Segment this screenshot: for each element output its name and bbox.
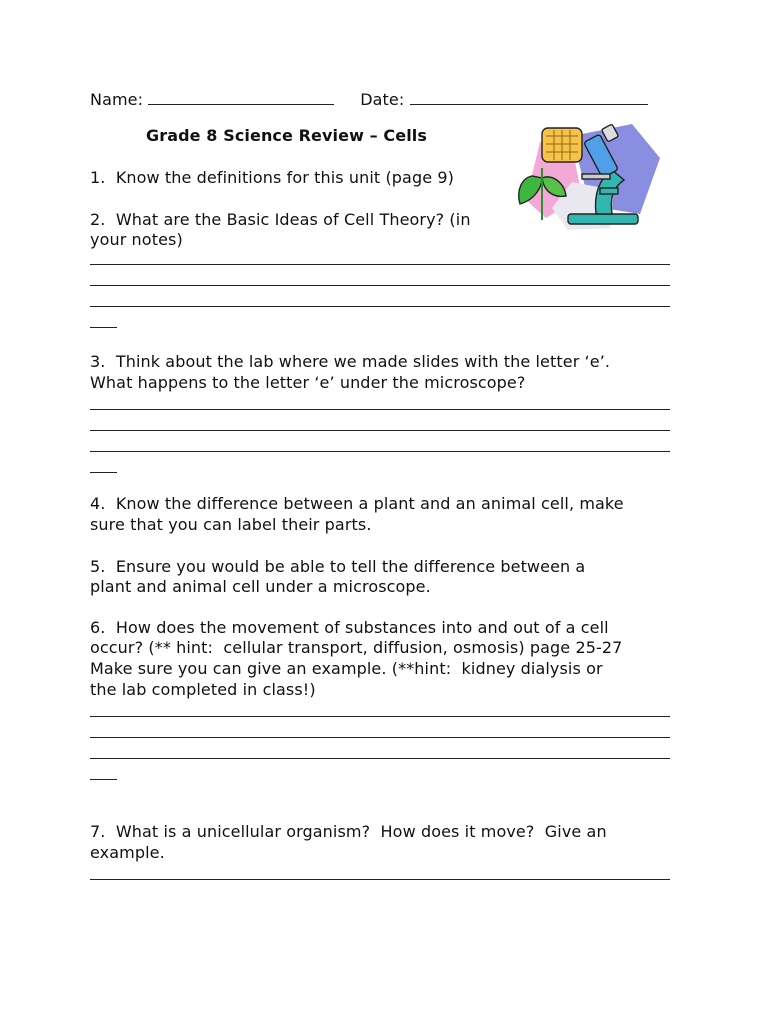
answer-line[interactable] — [90, 472, 117, 473]
question-3-line-2: What happens to the letter ‘e’ under the microscope? — [90, 373, 526, 392]
question-6-line-2: occur? (** hint: cellular transport, diffusion, osmosis) page 25-27 — [90, 638, 623, 657]
name-blank[interactable] — [148, 90, 334, 105]
worksheet-title: Grade 8 Science Review – Cells — [146, 126, 427, 145]
answer-line[interactable] — [90, 716, 670, 717]
header-row — [90, 90, 680, 110]
question-1-line-1: 1. Know the definitions for this unit (page 9) — [90, 168, 454, 187]
question-3-line-1: 3. Think about the lab where we made slides with the letter ‘e’. — [90, 352, 611, 371]
answer-line[interactable] — [90, 285, 670, 286]
answer-line[interactable] — [90, 327, 117, 328]
answer-line[interactable] — [90, 737, 670, 738]
answer-line[interactable] — [90, 264, 670, 265]
name-label: Name: — [90, 90, 144, 109]
answer-line[interactable] — [90, 306, 670, 307]
date-blank[interactable] — [410, 90, 648, 105]
answer-line[interactable] — [90, 779, 117, 780]
question-2-line-1: 2. What are the Basic Ideas of Cell Theory? (in — [90, 210, 471, 229]
question-4-line-1: 4. Know the difference between a plant and an animal cell, make — [90, 494, 624, 513]
question-2-line-2: your notes) — [90, 230, 183, 249]
answer-line[interactable] — [90, 430, 670, 431]
answer-line[interactable] — [90, 758, 670, 759]
question-5-line-1: 5. Ensure you would be able to tell the difference between a — [90, 557, 586, 576]
question-5-line-2: plant and animal cell under a microscope. — [90, 577, 431, 596]
question-6-line-3: Make sure you can give an example. (**hint: kidney dialysis or — [90, 659, 603, 678]
question-7-line-1: 7. What is a unicellular organism? How does it move? Give an — [90, 822, 607, 841]
answer-line[interactable] — [90, 409, 670, 410]
question-7-line-2: example. — [90, 843, 165, 862]
question-4-line-2: sure that you can label their parts. — [90, 515, 372, 534]
question-6-line-4: the lab completed in class!) — [90, 680, 316, 699]
answer-line[interactable] — [90, 879, 670, 880]
question-6-line-1: 6. How does the movement of substances into and out of a cell — [90, 618, 609, 637]
date-label: Date: — [360, 90, 405, 109]
answer-line[interactable] — [90, 451, 670, 452]
